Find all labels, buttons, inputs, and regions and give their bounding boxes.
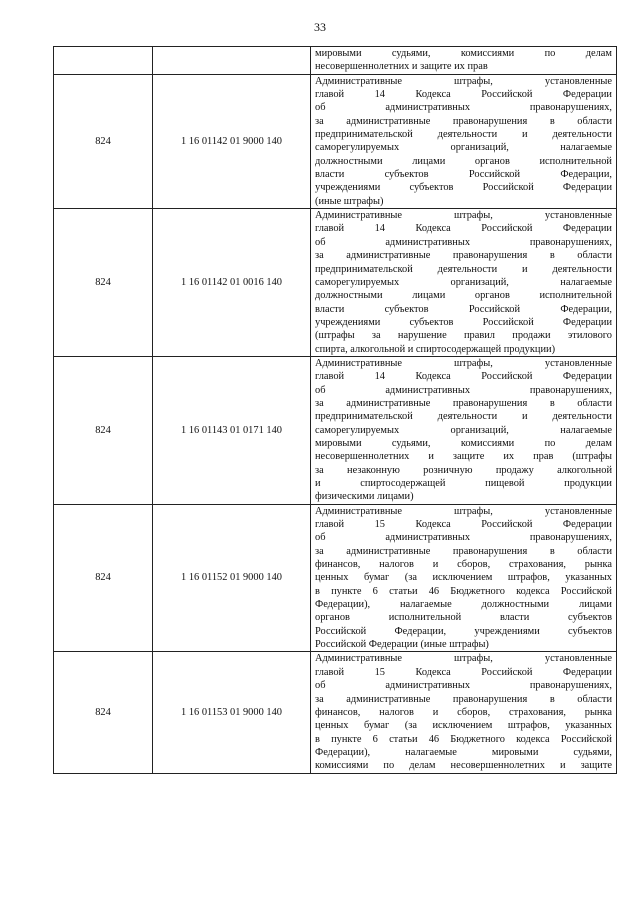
description-line: саморегулируемых организаций, налагаемые [315, 142, 612, 154]
description-line: финансов, налогов и сборов, страхования, рынка [315, 559, 612, 571]
admin-code-cell: 824 [54, 74, 153, 208]
description-cell [311, 209, 617, 357]
description-line: саморегулируемых организаций, налагаемые [315, 424, 612, 436]
admin-code-cell: 824 [54, 209, 153, 357]
description-line: Административные штрафы, установленные [315, 653, 612, 665]
table-row [54, 356, 617, 504]
description-line: предпринимательской деятельности и деятельности [315, 411, 612, 423]
description-line: должностными лицами органов исполнительной [315, 290, 612, 302]
table-row [54, 209, 617, 357]
description-line: (штрафы за нарушение правил продажи этилового [315, 330, 612, 342]
description-line: несовершеннолетних и защите их прав (штрафы [315, 451, 612, 463]
budget-classification-code-cell: 1 16 01142 01 9000 140 [153, 74, 311, 208]
description-line: об административных правонарушениях, [315, 102, 612, 114]
description-line: об административных правонарушениях, [315, 384, 612, 396]
description-cell [311, 47, 617, 75]
description-line: об административных правонарушениях, [315, 532, 612, 544]
description-line: и спиртосодержащей пищевой продукции [315, 478, 612, 489]
admin-code-cell: 824 [54, 504, 153, 652]
description-cell [311, 74, 617, 208]
description-line: ценных бумаг (за исключением штрафов, указанных [315, 720, 612, 732]
description-line: предпринимательской деятельности и деятельности [315, 129, 612, 141]
revenue-classification-table [53, 46, 617, 774]
description-line: должностными лицами органов исполнительной [315, 155, 612, 167]
description-line: несовершеннолетних и защите их прав [315, 61, 488, 73]
description-line: Российской Федерации (иные штрафы) [315, 639, 489, 651]
description-cell [311, 504, 617, 652]
description-line: главой 15 Кодекса Российской Федерации [315, 666, 612, 678]
description-line: в пункте 6 статьи 46 Бюджетного кодекса Российской [315, 733, 612, 745]
description-line: за административные правонарушения в области [315, 250, 612, 262]
description-line: Административные штрафы, установленные [315, 75, 612, 87]
description-line: мировыми судьями, комиссиями по делам [315, 48, 612, 59]
description-line: спирта, алкогольной и спиртосодержащей продукции) [315, 343, 556, 355]
description-cell [311, 356, 617, 504]
description-cell [311, 652, 617, 773]
description-line: главой 14 Кодекса Российской Федерации [315, 89, 612, 101]
table-body [54, 47, 617, 774]
description-line: Федерации), налагаемые мировыми судьями, [315, 746, 612, 758]
table-row [54, 47, 617, 75]
budget-classification-code-cell: 1 16 01152 01 9000 140 [153, 504, 311, 652]
description-line: мировыми судьями, комиссиями по делам [315, 437, 612, 449]
page-number: 33 [314, 20, 326, 34]
admin-code-cell: 824 [54, 652, 153, 773]
table-row [54, 74, 617, 208]
description-line: власти субъектов Российской Федерации, [315, 169, 612, 181]
description-line: комиссиями по делам несовершеннолетних и защите [315, 760, 612, 772]
description-line: предпринимательской деятельности и деятельности [315, 263, 612, 275]
description-line: Административные штрафы, установленные [315, 505, 612, 517]
table-row [54, 652, 617, 773]
description-line: за незаконную розничную продажу алкогольной [315, 464, 612, 476]
description-line: саморегулируемых организаций, налагаемые [315, 276, 612, 288]
description-line: власти субъектов Российской Федерации, [315, 303, 612, 315]
description-line: за административные правонарушения в области [315, 115, 612, 127]
description-line: органов исполнительной власти субъектов [315, 612, 612, 624]
admin-code-cell [54, 47, 153, 75]
budget-classification-code-cell: 1 16 01153 01 9000 140 [153, 652, 311, 773]
description-line: главой 15 Кодекса Российской Федерации [315, 519, 612, 531]
description-line: Административные штрафы, установленные [315, 210, 612, 222]
description-line: об административных правонарушениях, [315, 236, 612, 248]
budget-classification-code-cell: 1 16 01142 01 0016 140 [153, 209, 311, 357]
description-line: главой 14 Кодекса Российской Федерации [315, 371, 612, 383]
table-row [54, 504, 617, 652]
description-line: об административных правонарушениях, [315, 680, 612, 692]
description-line: физическими лицами) [315, 491, 414, 503]
description-line: в пункте 6 статьи 46 Бюджетного кодекса Российской [315, 585, 612, 597]
description-line: за административные правонарушения в области [315, 693, 612, 705]
admin-code-cell: 824 [54, 356, 153, 504]
description-line: финансов, налогов и сборов, страхования, рынка [315, 706, 612, 718]
description-line: ценных бумаг (за исключением штрафов, указанных [315, 572, 612, 584]
budget-classification-code-cell: 1 16 01143 01 0171 140 [153, 356, 311, 504]
description-line: Российской Федерации, учреждениями субъектов [315, 625, 612, 637]
description-line: главой 14 Кодекса Российской Федерации [315, 223, 612, 235]
description-line: учреждениями субъектов Российской Федерации [315, 316, 612, 328]
description-line: за административные правонарушения в области [315, 545, 612, 557]
description-line: учреждениями субъектов Российской Федерации [315, 182, 612, 194]
description-line: (иные штрафы) [315, 195, 384, 207]
description-line: за административные правонарушения в области [315, 397, 612, 409]
description-line: Федерации), налагаемые должностными лицами [315, 599, 612, 611]
budget-classification-code-cell [153, 47, 311, 75]
description-line: Административные штрафы, установленные [315, 357, 612, 369]
